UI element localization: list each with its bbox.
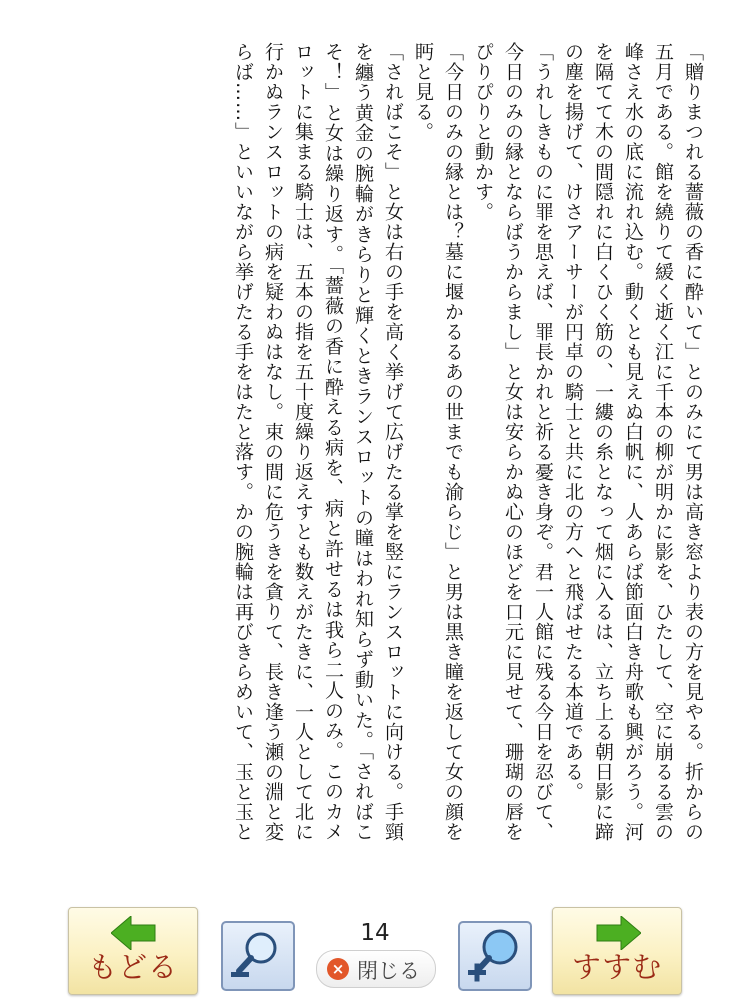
zoom-in-button[interactable] [458, 921, 532, 991]
page-number: 14 [360, 920, 390, 946]
zoom-out-icon [227, 926, 287, 984]
paragraph: 「贈りまつれる薔薇の香に酔いて」とのみにて男は高き窓より表の方を見やる。折からの五月である。館を繞りて緩く逝く江に千本の柳が明かに影を、ひたして、空に崩るる雲の峰さえ水の底に流れ込む。動くとも見えぬ白帆に、人あらば節面白き舟歌も興がろう。河を隔てて木の間隠れに白くひく筋の、一縷の糸となって烟に入るは、立ち上る朝日影に蹄の塵を揚げて、けさアーサーが円卓の騎士と共に北の方へと飛ばせたる本道である。 [562, 42, 704, 842]
close-icon: × [327, 958, 349, 980]
reader-page [40, 42, 708, 872]
paragraph: 「うれしきものに罪を思えば、罪長かれと祈る憂き身ぞ。君一人館に残る今日を忍びて、今日のみの縁とならばうからまし」と女は安らかぬ心のほどを口元に見せて、珊瑚の唇をぴりぴりと動かす。 [472, 42, 554, 842]
zoom-in-icon [464, 926, 524, 984]
back-button-label: もどる [87, 950, 178, 984]
vertical-text-body [40, 42, 708, 842]
paragraph: 「今日のみの縁とは？墓に堰かるるあの世までも渝らじ」と男は黒き瞳を返して女の顔を眄と見る。 [412, 42, 464, 842]
zoom-out-button[interactable] [221, 921, 295, 991]
back-button[interactable] [68, 907, 198, 995]
next-button[interactable] [552, 907, 682, 995]
next-button-label: すすむ [571, 950, 663, 984]
close-button-label: 閉じる [357, 959, 420, 983]
paragraph: 「さればこそ」と女は右の手を高く挙げて広げたる掌を竪にランスロットに向ける。手頸を纏う黄金の腕輪がきらりと輝くときランスロットの瞳はわれ知らず動いた。「さればこそ！」と女は繰り返す。「薔薇の香に酔える病を、病と許せるは我ら二人のみ。このカメロットに集まる騎士は、五本の指を五十度繰り返えすとも数えがたきに、一人として北に行かぬランスロットの病を疑わぬはなし。束の間に危うきを貪りて、長き逢う瀬の淵と変らば……」といいながら挙げたる手をはたと落す。かの腕輪は再びきらめいて、玉と玉と [232, 42, 404, 843]
bottom-toolbar [0, 895, 750, 1000]
close-button[interactable] [316, 950, 436, 988]
